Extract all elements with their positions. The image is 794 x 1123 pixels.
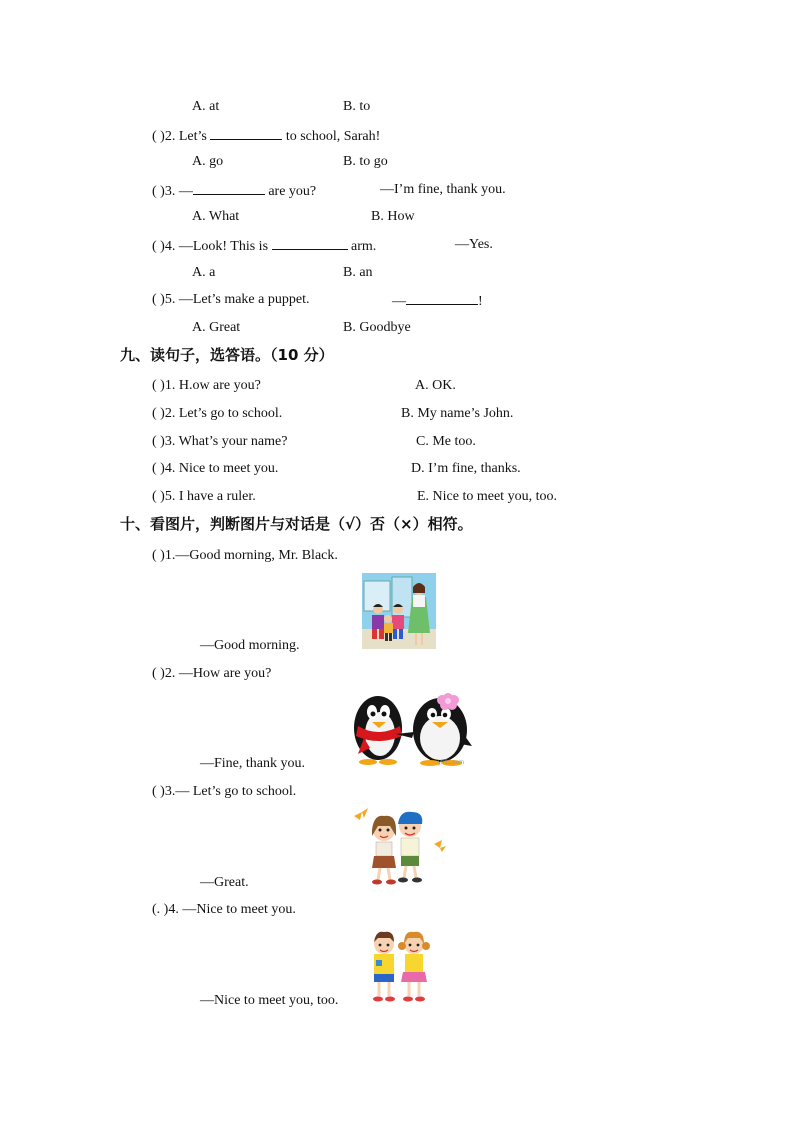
s10-item-4-paren: (. )4. xyxy=(152,902,179,917)
s9-row-5 xyxy=(152,488,256,506)
q4-blank xyxy=(272,236,348,250)
q2-option-b: B. to go xyxy=(343,154,388,169)
s9-answer-d: D. I’m fine, thanks. xyxy=(411,461,521,476)
s10-item-4-reply: —Nice to meet you, too. xyxy=(200,993,339,1008)
s10-item-2-paren: ( )2. xyxy=(152,666,176,681)
s10-item-1-question: —Good morning, Mr. Black. xyxy=(175,548,338,563)
q3-text-pre: — xyxy=(178,184,193,199)
s9-row-3-paren: ( )3. xyxy=(152,434,176,449)
q5-option-b: B. Goodbye xyxy=(343,320,411,335)
q2-paren: ( )2. xyxy=(152,129,176,144)
s9-answer-b: B. My name’s John. xyxy=(401,406,514,421)
s9-row-1 xyxy=(152,377,261,395)
q5-reply xyxy=(392,291,483,311)
s10-item-1-reply: —Good morning. xyxy=(200,638,300,653)
s10-item-2-reply: —Fine, thank you. xyxy=(200,756,305,771)
q5-reply-pre: — xyxy=(392,294,406,309)
s9-row-2-question: Let’s go to school. xyxy=(178,406,283,421)
q3-text-post: are you? xyxy=(268,184,317,199)
q4-line xyxy=(152,236,376,256)
s9-answer-c: C. Me too. xyxy=(416,434,476,449)
picture-two-children-walking xyxy=(350,806,448,888)
s10-item-2 xyxy=(152,665,271,683)
s9-row-4-question: Nice to meet you. xyxy=(178,461,279,476)
picture-boy-and-girl xyxy=(362,926,438,1006)
q3-line xyxy=(152,181,316,201)
s9-row-4 xyxy=(152,460,278,478)
section-10-title: 十、看图片，判断图片与对话是（√）否（×）相符。 xyxy=(120,515,473,533)
q5-paren: ( )5. xyxy=(152,292,176,307)
q3-reply: —I’m fine, thank you. xyxy=(380,182,506,197)
section-9-title: 九、读句子，选答语。（10 分） xyxy=(120,346,334,364)
s10-item-3-question: — Let’s go to school. xyxy=(175,784,297,799)
s9-row-5-question: I have a ruler. xyxy=(178,489,256,504)
q2-option-a: A. go xyxy=(192,154,224,169)
q4-option-b: B. an xyxy=(343,265,373,280)
s9-row-1-paren: ( )1. xyxy=(152,378,176,393)
s10-item-4 xyxy=(152,901,296,919)
q4-text-post: arm. xyxy=(351,239,377,254)
s10-item-3-paren: ( )3. xyxy=(152,784,176,799)
picture-teacher-and-children xyxy=(362,573,436,649)
q4-text-pre: —Look! This is xyxy=(178,239,269,254)
s10-item-2-question: —How are you? xyxy=(175,666,272,681)
q2-text-pre: Let’s xyxy=(178,129,207,144)
q4-option-a: A. a xyxy=(192,265,216,280)
s9-row-5-paren: ( )5. xyxy=(152,489,176,504)
s9-row-3-question: What’s your name? xyxy=(178,434,288,449)
s10-item-3-reply: —Great. xyxy=(200,875,249,890)
q5-option-a: A. Great xyxy=(192,320,241,335)
q5-line xyxy=(152,291,309,309)
s9-row-4-paren: ( )4. xyxy=(152,461,176,476)
s9-answer-a: A. OK. xyxy=(415,378,456,393)
q1-option-a: A. at xyxy=(192,99,220,114)
q3-paren: ( )3. xyxy=(152,184,176,199)
q4-paren: ( )4. xyxy=(152,239,176,254)
s9-row-1-question: H.ow are you? xyxy=(178,378,261,393)
q3-option-b: B. How xyxy=(371,209,415,224)
q3-option-a: A. What xyxy=(192,209,240,224)
s10-item-1-paren: ( )1. xyxy=(152,548,176,563)
q2-text-post: to school, Sarah! xyxy=(285,129,381,144)
q4-reply: —Yes. xyxy=(455,237,493,252)
s10-item-3 xyxy=(152,783,296,801)
picture-two-penguins xyxy=(350,688,475,770)
q5-blank xyxy=(406,291,478,305)
q5-reply-post: ! xyxy=(478,294,483,309)
q5-text-pre: —Let’s make a puppet. xyxy=(178,292,310,307)
watermark: yh31.com xyxy=(438,760,465,766)
q1-option-b: B. to xyxy=(343,99,371,114)
s9-row-2-paren: ( )2. xyxy=(152,406,176,421)
q2-line xyxy=(152,126,380,146)
s10-item-1 xyxy=(152,547,338,565)
q2-blank xyxy=(210,126,282,140)
s9-answer-e: E. Nice to meet you, too. xyxy=(417,489,557,504)
s9-row-2 xyxy=(152,405,282,423)
q3-blank xyxy=(193,181,265,195)
s10-item-4-question: —Nice to meet you. xyxy=(178,902,296,917)
s9-row-3 xyxy=(152,433,287,451)
